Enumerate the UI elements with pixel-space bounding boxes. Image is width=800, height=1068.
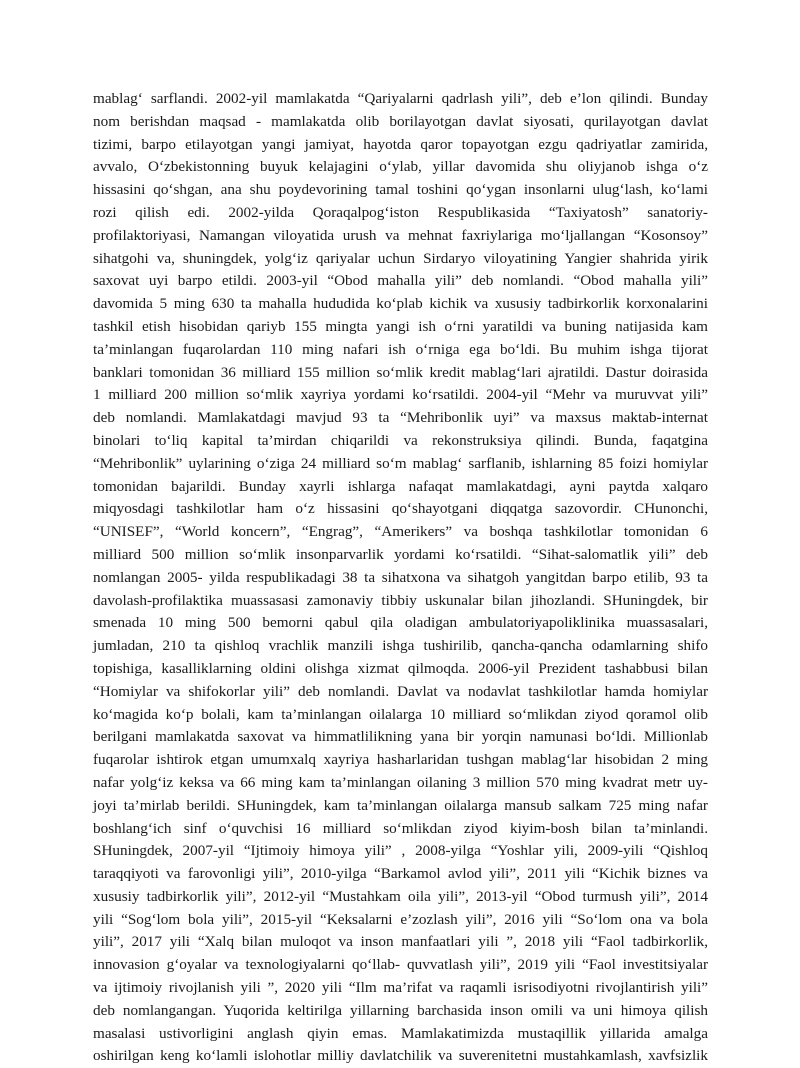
text-line: xususiy tadbirkorlik yili”, 2012-yil “Mustahkam oila yili”, 2013-yil “Obod turmush yili”, 2014 (93, 887, 708, 905)
text-line: binolari to‘liq kapital ta’mirdan chiqarildi va rekonstruksiya qilindi. Bunda, faqatgina (93, 431, 708, 449)
text-line: nomlangan 2005- yilda respublikadagi 38 ta sihatxona va sihatgoh yangitdan barpo etilib, 93 ta (93, 568, 708, 586)
text-line: “Mehribonlik” uylarining o‘ziga 24 milliard so‘m mablag‘ sarflanib, ishlarning 85 foizi homiylar (93, 454, 708, 472)
text-line: yili”, 2017 yili “Xalq bilan muloqot va inson manfaatlari yili ”, 2018 yili “Faol tadbirkorlik, (93, 933, 708, 951)
text-line: tizimi, barpo etilayotgan yangi jamiyat, hayotda qaror topayotgan ezgu qadriyatlar zamirida, (93, 135, 708, 153)
text-line: deb nomlangangan. Yuqorida keltirilga yillarning barchasida inson omili va uni himoya qilish (93, 1001, 708, 1019)
text-line: sihatgohi va, shuningdek, yolg‘iz qariyalar uchun Sirdaryo viloyatining Yangier shahrida yirik (93, 249, 708, 267)
text-line: jumladan, 210 ta qishloq vrachlik manzili ishga tushirilib, qancha-qancha odamlarning shifo (93, 637, 708, 655)
text-line: boshlang‘ich sinf o‘quvchisi 16 milliard so‘mlikdan ziyod kiyim-bosh bilan ta’minlandi. (93, 819, 708, 837)
text-line: davomida 5 ming 630 ta mahalla hududida ko‘plab kichik va xususiy tadbirkorlik korxonalarini (93, 295, 708, 313)
text-line: 1 milliard 200 million so‘mlik xayriya yordami ko‘rsatildi. 2004-yil “Mehr va muruvvat yili” (93, 386, 708, 404)
body-paragraph (93, 88, 708, 1068)
text-line: ko‘magida ko‘p bolali, kam ta’minlangan oilalarga 10 milliard so‘mlikdan ziyod qoramol olib (93, 705, 708, 723)
text-line: ta’minlangan fuqarolardan 110 ming nafari ish o‘rniga ega bo‘ldi. Bu muhim ishga tijorat (93, 340, 708, 358)
text-line: miqyosdagi tashkilotlar ham o‘z hissasini qo‘shayotgani diqqatga sazovordir. CHunonchi, (93, 500, 708, 518)
text-line: banklari tomonidan 36 milliard 155 million so‘mlik kredit mablag‘lari ajratildi. Dastur doirasida (93, 363, 708, 381)
text-line: “UNISEF”, “World koncern”, “Engrag”, “Amerikers” va boshqa tashkilotlar tomonidan 6 (93, 523, 708, 541)
text-line: saxovat uyi barpo etildi. 2003-yil “Obod mahalla yili” deb nomlandi. “Obod mahalla yili” (93, 272, 708, 290)
text-line: topishiga, kasalliklarning oldini olishga xizmat qilmoqda. 2006-yil Prezident tashabbusi bilan (93, 659, 708, 677)
text-line: tashkil etish hisobidan qariyb 155 mingta yangi ish o‘rni yaratildi va buning natijasida kam (93, 317, 708, 335)
text-line: milliard 500 million so‘mlik insonparvarlik yordami ko‘rsatildi. “Sihat-salomatlik yili” deb (93, 545, 708, 563)
text-line: nom berishdan maqsad - mamlakatda olib borilayotgan davlat siyosati, qurilayotgan davlat (93, 112, 708, 130)
text-line: mablag‘ sarflandi. 2002-yil mamlakatda “Qariyalarni qadrlash yili”, deb e’lon qilindi. Bunday (93, 90, 708, 107)
text-line: nafar yolg‘iz keksa va 66 ming kam ta’minlangan oilaning 3 million 570 ming kvadrat metr uy- (93, 773, 708, 791)
text-line: SHuningdek, 2007-yil “Ijtimoiy himoya yili” , 2008-yilga “Yoshlar yili, 2009-yili “Qishloq (93, 842, 708, 860)
text-line: fuqarolar ishtirok etgan umumxalq xayriya hasharlaridan tushgan mablag‘lar hisobidan 2 ming (93, 751, 708, 769)
text-line: berilgani mamlakatda saxovat va himmatlilikning yana bir yorqin namunasi bo‘ldi. Millionlab (93, 728, 708, 746)
text-line: masalasi ustivorligini anglash qiyin emas. Mamlakatimizda mustaqillik yillarida amalga (93, 1024, 708, 1042)
text-line: deb nomlandi. Mamlakatdagi mavjud 93 ta “Mehribonlik uyi” va maxsus maktab-internat (93, 409, 708, 427)
text-line: profilaktoriyasi, Namangan viloyatida urush va mehnat faxriylariga mo‘ljallangan “Kosonsoy” (93, 226, 708, 244)
text-line: oshirilgan keng ko‘lamli islohotlar milliy davlatchilik va suverenitetni mustahkamlash, xavfsizlik (93, 1047, 708, 1065)
text-line: va ijtimoiy rivojlanish yili ”, 2020 yili “Ilm ma’rifat va raqamli isrisodiyotni rivojlantirish yili” (93, 979, 708, 997)
text-line: “Homiylar va shifokorlar yili” deb nomlandi. Davlat va nodavlat tashkilotlar hamda homiylar (93, 682, 708, 700)
text-line: yili “Sog‘lom bola yili”, 2015-yil “Keksalarni e’zozlash yili”, 2016 yili “So‘lom ona va bola (93, 910, 708, 928)
text-line: innovasion g‘oyalar va texnologiyalarni qo‘llab- quvvatlash yili”, 2019 yili “Faol investitsiyalar (93, 956, 708, 974)
text-line: taraqqiyoti va farovonligi yili”, 2010-yilga “Barkamol avlod yili”, 2011 yili “Kichik biznes va (93, 865, 708, 883)
text-line: avvalo, O‘zbekistonning buyuk kelajagini o‘ylab, yillar davomida shu oliyjanob ishga o‘z (93, 158, 708, 176)
text-line: davolash-profilaktika muassasasi zamonaviy tibbiy uskunalar bilan jihozlandi. SHuningdek, bir (93, 591, 708, 609)
text-line: tomonidan bajarildi. Bunday xayrli ishlarga nafaqat mamlakatdagi, ayni paytda xalqaro (93, 477, 708, 495)
text-line: rozi qilish edi. 2002-yilda Qoraqalpog‘iston Respublikasida “Taxiyatosh” sanatoriy- (93, 203, 708, 221)
text-line: joyi ta’mirlab berildi. SHuningdek, kam ta’minlangan oilalarga mansub salkam 725 ming nafar (93, 796, 708, 814)
document-page (93, 88, 708, 1068)
text-line: hissasini qo‘shgan, ana shu poydevorining tamal toshini qo‘ygan insonlarni ulug‘lash, ko‘lami (93, 181, 708, 199)
text-line: smenada 10 ming 500 bemorni qabul qila oladigan ambulatoriyapoliklinika muassasalari, (93, 614, 708, 632)
